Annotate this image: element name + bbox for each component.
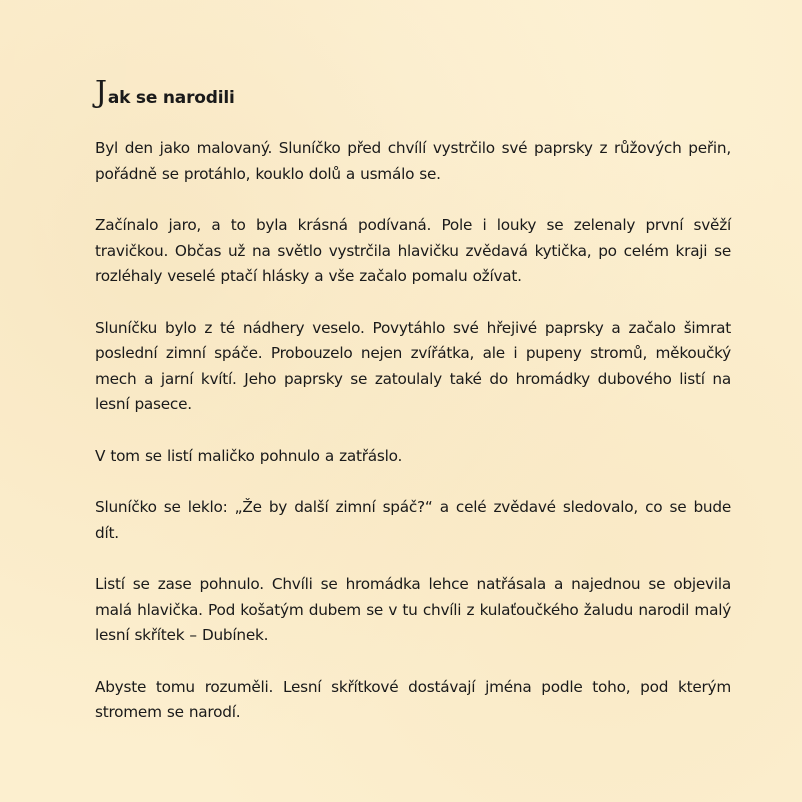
paragraph-7: Abyste tomu rozuměli. Lesní skřítkové dostávají jména podle toho, pod kterým stromem se narodí. bbox=[95, 677, 731, 721]
story-page bbox=[95, 72, 731, 752]
chapter-title bbox=[95, 72, 731, 108]
title-initial: J bbox=[95, 75, 107, 110]
paragraph-3: Sluníčku bylo z té nádhery veselo. Povytáhlo své hřejivé paprsky a začalo šimrat poslední zimní spáče. Probouzelo nejen zvířátka, ale i pupeny stromů, měkoučký mech a jarní kvítí. Jeho paprsky se zatoulaly také do hromádky dubového listí na lesní pasece. bbox=[95, 318, 731, 413]
paragraph-1: Byl den jako malovaný. Sluníčko před chvílí vystrčilo své paprsky z růžových peřin, pořádně se protáhlo, kouklo dolů a usmálo se. bbox=[95, 139, 731, 183]
paragraph-5: Sluníčko se leklo: „Že by další zimní spáč?“ a celé zvědavé sledovalo, co se bude dít. bbox=[95, 498, 731, 542]
paragraph-4: V tom se listí maličko pohnulo a zatřáslo. bbox=[95, 446, 403, 465]
paragraph-2: Začínalo jaro, a to byla krásná podívaná. Pole i louky se zelenaly první svěží travičkou. Občas už na světlo vystrčila hlavičku zvědavá kytička, po celém kraji se rozléhaly veselé ptačí hlásky a vše začalo pomalu ožívat. bbox=[95, 216, 731, 285]
paragraph-6: Listí se zase pohnulo. Chvíli se hromádka lehce natřásala a najednou se objevila malá hlavička. Pod košatým dubem se v tu chvíli z kulaťoučkého žaludu narodil malý lesní skřítek – Dubínek. bbox=[95, 575, 731, 644]
title-text: ak se narodili bbox=[107, 87, 235, 108]
